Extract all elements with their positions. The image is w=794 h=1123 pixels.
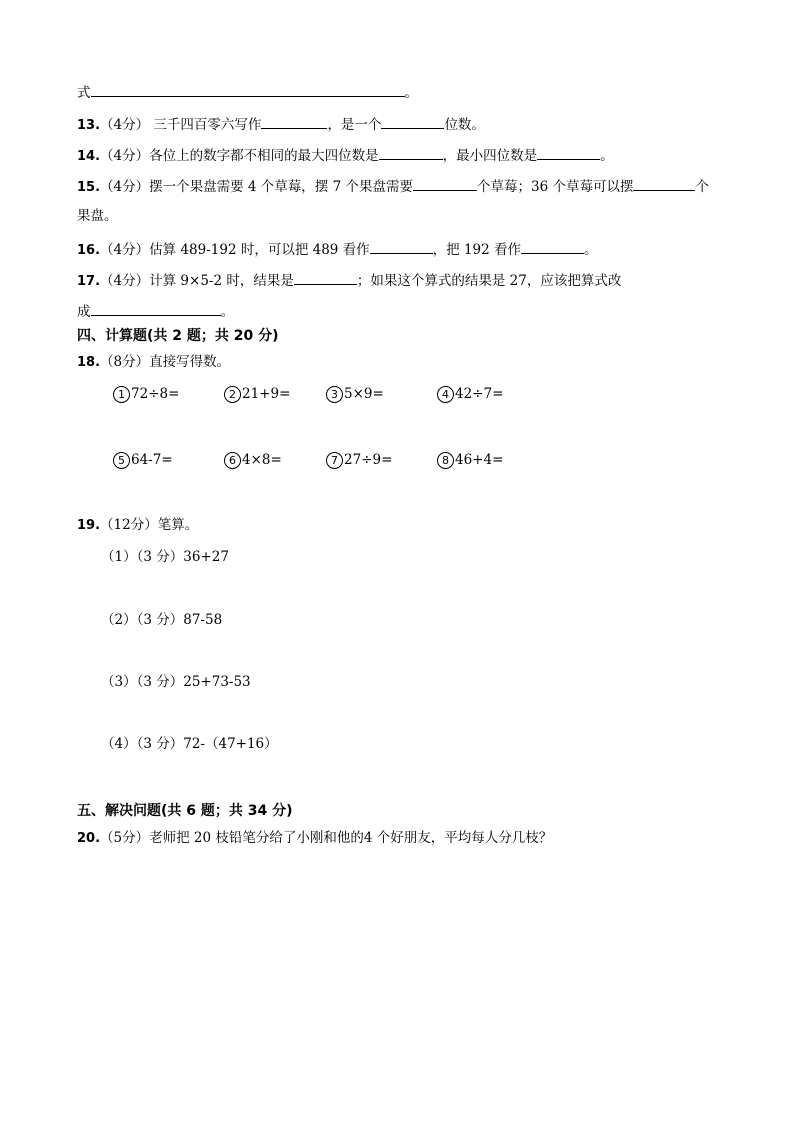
answer-blank[interactable] bbox=[91, 301, 221, 316]
question-text: ，最小四位数是 bbox=[442, 148, 538, 164]
calc-expression: 4×8= bbox=[242, 452, 282, 468]
sub-label: （2）（3 分） bbox=[101, 612, 184, 628]
question-text: 估算 489-192 时，可以把 489 看作 bbox=[149, 242, 370, 258]
sub-label: （1）（3 分） bbox=[101, 549, 184, 565]
question-17-cont bbox=[77, 301, 234, 321]
answer-blank[interactable] bbox=[633, 176, 695, 191]
question-13 bbox=[77, 114, 485, 135]
circled-number: 5 bbox=[113, 452, 130, 469]
section-title: 五、解决问题(共 6 题；共 34 分) bbox=[77, 803, 293, 819]
answer-blank[interactable] bbox=[537, 145, 600, 160]
question-17 bbox=[77, 270, 621, 291]
calc-expression: 21+9= bbox=[242, 386, 291, 402]
answer-blank[interactable] bbox=[521, 239, 584, 254]
question-dot: . bbox=[95, 274, 101, 289]
answer-blank[interactable] bbox=[261, 114, 327, 129]
question-text: 位数。 bbox=[444, 117, 485, 133]
question-18 bbox=[77, 353, 230, 372]
text: 式 bbox=[77, 85, 91, 101]
question-dot: . bbox=[95, 518, 101, 533]
question-text: ，把 192 看作 bbox=[432, 242, 522, 258]
sub-label: （4）（3 分） bbox=[101, 736, 184, 752]
circled-number: 2 bbox=[224, 386, 241, 403]
question-text: ；如果这个算式的结果是 27，应该把算式改 bbox=[356, 273, 622, 289]
question-number: 15 bbox=[77, 180, 96, 195]
question-text: 摆一个果盘需要 4 个草莓，摆 7 个果盘需要 bbox=[149, 179, 413, 195]
text: 。 bbox=[404, 85, 418, 101]
calc-expression: 27÷9= bbox=[344, 452, 393, 468]
question-score: （4分） bbox=[100, 273, 150, 289]
calc-item bbox=[437, 385, 503, 403]
answer-blank[interactable] bbox=[370, 239, 433, 254]
question-score: （4分） bbox=[100, 117, 150, 133]
calc-expression: 46+4= bbox=[455, 452, 504, 468]
question-number: 19 bbox=[77, 518, 96, 533]
section-title: 四、计算题(共 2 题；共 20 分) bbox=[77, 328, 279, 344]
question-score: （12分） bbox=[100, 517, 158, 533]
answer-blank[interactable] bbox=[413, 176, 477, 191]
calc-expression: 64-7= bbox=[131, 452, 173, 468]
question-dot: . bbox=[95, 243, 101, 258]
question-text: 成 bbox=[77, 304, 91, 320]
calc-item bbox=[326, 451, 392, 469]
question-number: 16 bbox=[77, 243, 96, 258]
circled-number: 8 bbox=[437, 452, 454, 469]
sub-expression: 87-58 bbox=[183, 612, 223, 628]
question-dot: . bbox=[95, 149, 101, 164]
answer-blank[interactable] bbox=[381, 114, 444, 129]
calc-expression: 72÷8= bbox=[131, 386, 180, 402]
question-score: （4分） bbox=[100, 179, 150, 195]
calc-item bbox=[113, 451, 173, 469]
question-text: 个草莓；36 个草莓可以摆 bbox=[476, 179, 634, 195]
answer-blank[interactable] bbox=[294, 270, 357, 285]
answer-blank[interactable] bbox=[91, 82, 405, 97]
question-text: 个 bbox=[695, 179, 709, 195]
calc-item bbox=[113, 385, 179, 403]
question-16 bbox=[77, 239, 598, 260]
question-number: 18 bbox=[77, 355, 96, 370]
question-dot: . bbox=[95, 831, 101, 846]
question-20 bbox=[77, 829, 552, 848]
question-score: （5分） bbox=[100, 830, 150, 846]
sub-expression: 25+73-53 bbox=[183, 674, 251, 690]
question-score: （4分） bbox=[100, 242, 150, 258]
question-number: 14 bbox=[77, 149, 96, 164]
calc-expression: 42÷7= bbox=[455, 386, 504, 402]
sub-expression: 72-（47+16） bbox=[183, 736, 278, 752]
question-text: 。 bbox=[220, 304, 234, 320]
question-text: 直接写得数。 bbox=[149, 354, 231, 370]
calc-expression: 5×9= bbox=[344, 386, 384, 402]
sub-expression: 36+27 bbox=[183, 549, 229, 565]
question-dot: . bbox=[95, 180, 101, 195]
question-14 bbox=[77, 145, 614, 166]
question-text: 笔算。 bbox=[157, 517, 199, 533]
question-text: 三千四百零六写作 bbox=[149, 117, 262, 133]
sub-question bbox=[101, 673, 251, 691]
sub-label: （3）（3 分） bbox=[101, 674, 184, 690]
circled-number: 6 bbox=[224, 452, 241, 469]
question-text: 老师把 20 枝铅笔分给了小刚和他的4 个好朋友，平均每人分几枝？ bbox=[149, 830, 553, 846]
question-15-cont bbox=[77, 207, 118, 225]
question-15 bbox=[77, 176, 709, 197]
question-dot: . bbox=[95, 118, 101, 133]
circled-number: 4 bbox=[437, 386, 454, 403]
question-text: 。 bbox=[584, 242, 598, 258]
question-text: 。 bbox=[600, 148, 614, 164]
question-number: 17 bbox=[77, 274, 96, 289]
calc-item bbox=[224, 451, 282, 469]
answer-blank[interactable] bbox=[379, 145, 443, 160]
sub-question bbox=[101, 548, 229, 566]
question-number: 20 bbox=[77, 831, 96, 846]
question-dot: . bbox=[95, 355, 101, 370]
q12-continuation bbox=[77, 82, 418, 102]
circled-number: 3 bbox=[326, 386, 343, 403]
calc-item bbox=[224, 385, 290, 403]
question-number: 13 bbox=[77, 118, 96, 133]
question-score: （4分） bbox=[100, 148, 150, 164]
calc-item bbox=[326, 385, 384, 403]
sub-question bbox=[101, 611, 222, 629]
question-text: 各位上的数字都不相同的最大四位数是 bbox=[149, 148, 379, 164]
question-text: ，是一个 bbox=[327, 117, 382, 133]
sub-question bbox=[101, 735, 278, 753]
circled-number: 7 bbox=[326, 452, 343, 469]
calc-item bbox=[437, 451, 503, 469]
question-text: 计算 9×5-2 时，结果是 bbox=[149, 273, 294, 289]
question-score: （8分） bbox=[100, 354, 150, 370]
question-19 bbox=[77, 516, 198, 535]
question-text: 果盘。 bbox=[77, 208, 118, 224]
circled-number: 1 bbox=[113, 386, 130, 403]
